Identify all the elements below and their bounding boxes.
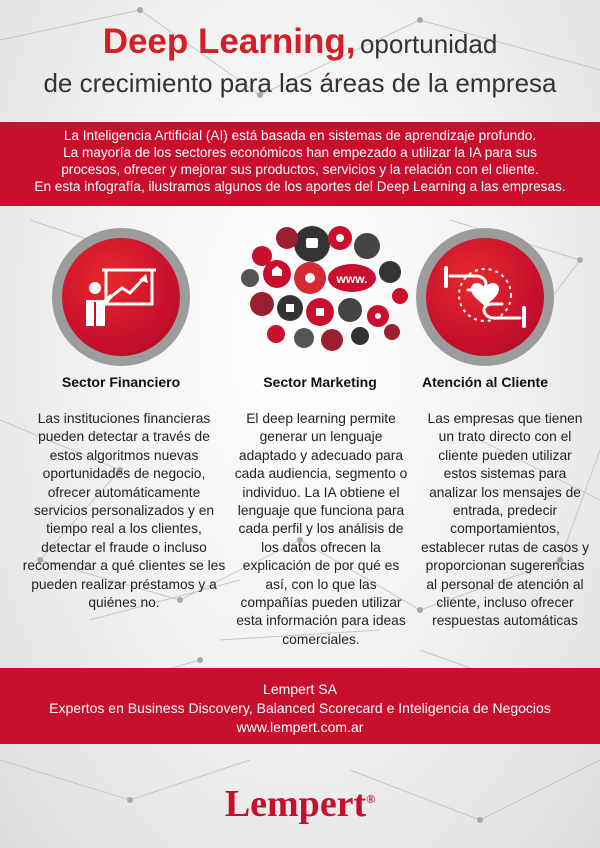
intro-line: La mayoría de los sectores económicos han empezado a utilizar la IA para sus xyxy=(63,145,537,160)
footer-company: Lempert SA xyxy=(263,681,337,697)
title-rest: oportunidad xyxy=(359,29,498,59)
intro-band xyxy=(0,122,600,206)
heading-sector-marketing: Sector Marketing xyxy=(263,374,377,390)
footer-website[interactable]: www.lempert.com.ar xyxy=(236,719,364,735)
column-financiero-text: Las instituciones financieras pueden detectar a través de estos algoritmos nuevas oportunidades de negocio, ofrecer automáticamente servicios personalizados y en tiempo real a los clientes, detectar el fraude o incluso recomendar a qué clientes se les pueden realizar préstamos y a quiénes no. xyxy=(22,411,226,611)
bubble-text: www. xyxy=(336,272,368,286)
footer-tagline: Expertos en Business Discovery, Balanced Scorecard e Inteligencia de Negocios xyxy=(49,700,551,716)
presentation-chart-icon xyxy=(52,228,190,366)
column-marketing-text: El deep learning permite generar un lenguaje adaptado y adecuado para cada audiencia, segmento o individuo. La IA obtiene el lenguaje que funciona para cada perfil y los análisis de los datos ofrecen la explicación de por qué es así, con lo que las compañías pueden utilizar esta información para ideas comerciales. xyxy=(234,411,408,647)
intro-line: La Inteligencia Artificial (AI) está basada en sistemas de aprendizaje profundo. xyxy=(63,128,537,143)
intro-line: procesos, ofrecer y mejorar sus productos, servicios y la relación con el cliente. xyxy=(61,162,539,177)
column-atencion-text: Las empresas que tienen un trato directo con el cliente pueden utilizar estos sistemas para analizar los mensajes de entrada, predecir comportamientos, establecer rutas de casos y proporcionan sugerencias al personal de atención al cliente, incluso ofrecer respuestas automáticas xyxy=(421,411,589,629)
footer-band xyxy=(0,668,600,744)
social-media-bubbles-icon xyxy=(232,216,412,356)
registered-mark: ® xyxy=(366,792,376,806)
heading-atencion-cliente: Atención al Cliente xyxy=(421,374,549,390)
logo-text: Lempert xyxy=(224,783,367,825)
title-bold: Deep Learning, xyxy=(102,22,356,61)
title-line-2: de crecimiento para las áreas de la empresa xyxy=(43,68,557,98)
heading-sector-financiero: Sector Financiero xyxy=(61,374,181,390)
lempert-logo xyxy=(0,782,600,826)
intro-line: En esta infografía, ilustramos algunos de los aportes del Deep Learning a las empresas. xyxy=(34,179,566,194)
hands-heart-icon xyxy=(416,228,554,366)
